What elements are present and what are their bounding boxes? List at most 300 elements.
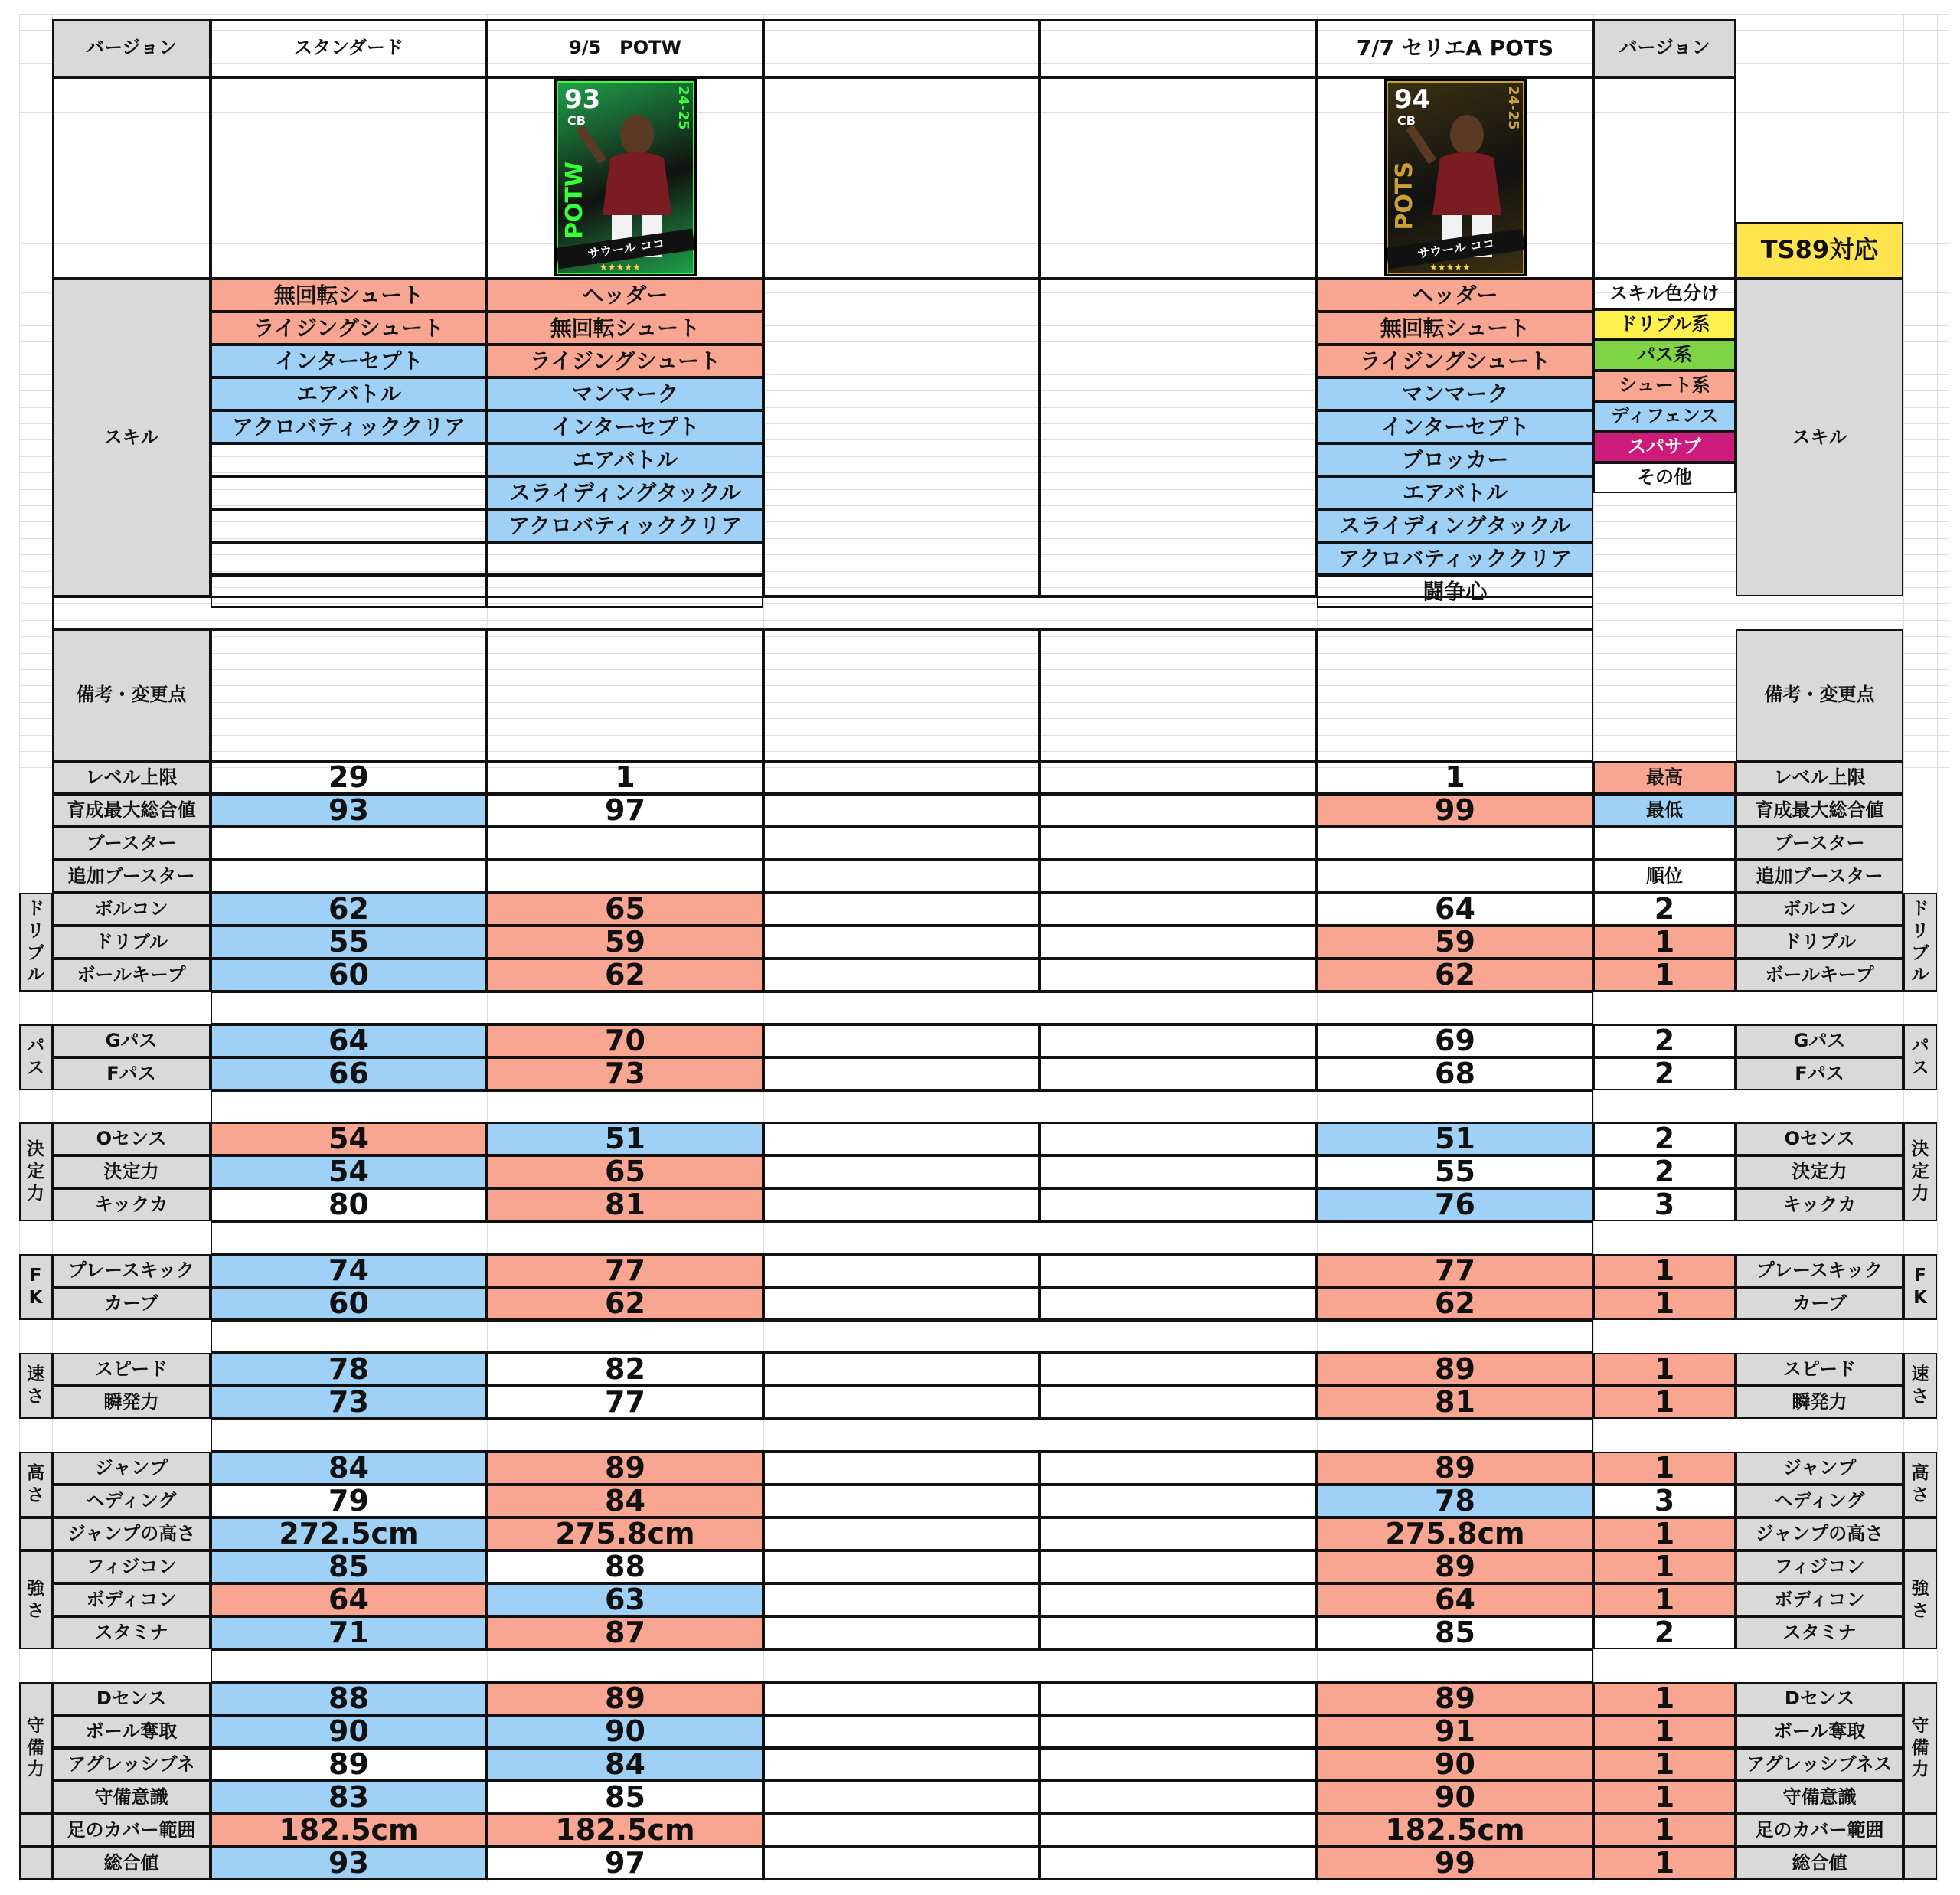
stat-empty2-fpass bbox=[1040, 1057, 1317, 1090]
stat-potw-place: 77 bbox=[487, 1254, 763, 1287]
stat-rank-bodycon: 1 bbox=[1593, 1583, 1736, 1616]
stat-rlabel-gpass: Gパス bbox=[1736, 1024, 1903, 1057]
category-blank bbox=[19, 1518, 52, 1550]
stat-empty1-jheight bbox=[763, 1518, 1040, 1550]
stat-empty1-maxtotal bbox=[763, 794, 1040, 827]
stat-potw-gpass: 70 bbox=[487, 1024, 763, 1057]
stat-empty1-heading bbox=[763, 1485, 1040, 1518]
stat-empty2-dribble bbox=[1040, 926, 1317, 959]
skill-potw-empty bbox=[487, 542, 763, 575]
stat-std-dsense: 88 bbox=[211, 1682, 487, 1715]
stat-std-dribble: 55 bbox=[211, 926, 487, 959]
stat-rlabel-keep: ボールキープ bbox=[1736, 959, 1903, 992]
stat-rank-finish: 2 bbox=[1593, 1155, 1736, 1188]
stat-rlabel-level: レベル上限 bbox=[1736, 761, 1903, 794]
stat-pots-fpass: 68 bbox=[1317, 1057, 1593, 1090]
stat-rlabel-dribble: ドリブル bbox=[1736, 926, 1903, 959]
stat-potw-ballcon: 65 bbox=[487, 893, 763, 926]
notes-cell-e1 bbox=[763, 629, 1040, 761]
stat-std-ballcon: 62 bbox=[211, 893, 487, 926]
stat-pots-level: 1 bbox=[1317, 761, 1593, 794]
stat-rank-steal: 1 bbox=[1593, 1715, 1736, 1748]
stat-label-addbooster: 追加ブースター bbox=[52, 860, 211, 893]
spacer-row bbox=[52, 596, 1593, 629]
gap-row bbox=[211, 992, 1593, 1024]
stat-label-level: レベル上限 bbox=[52, 761, 211, 794]
stat-pots-jump: 89 bbox=[1317, 1452, 1593, 1485]
stat-std-curve: 60 bbox=[211, 1287, 487, 1320]
card-position: CB bbox=[1397, 113, 1416, 128]
stat-label-jump: ジャンプ bbox=[52, 1452, 211, 1485]
stat-label-speed: スピード bbox=[52, 1353, 211, 1386]
stat-rank-fpass: 2 bbox=[1593, 1057, 1736, 1090]
stat-rank-keep: 1 bbox=[1593, 959, 1736, 992]
stat-empty2-physcon bbox=[1040, 1550, 1317, 1583]
stat-pots-steal: 91 bbox=[1317, 1715, 1593, 1748]
stat-empty2-accel bbox=[1040, 1386, 1317, 1419]
card-stars: ★★★★★ bbox=[599, 262, 641, 273]
stat-empty2-curve bbox=[1040, 1287, 1317, 1320]
stat-std-reach: 182.5cm bbox=[211, 1814, 487, 1847]
stat-empty1-place bbox=[763, 1254, 1040, 1287]
stat-empty1-physcon bbox=[763, 1550, 1040, 1583]
card-tag: POTS bbox=[1391, 162, 1418, 230]
stat-rlabel-ballcon: ボルコン bbox=[1736, 893, 1903, 926]
legend-item: ドリブル系 bbox=[1593, 309, 1736, 340]
skill-potw-5: エアバトル bbox=[487, 443, 763, 476]
legend-item: ディフェンス bbox=[1593, 401, 1736, 432]
skill-std-empty bbox=[211, 542, 487, 575]
gap-row bbox=[211, 1320, 1593, 1353]
stat-pots-defaware: 90 bbox=[1317, 1781, 1593, 1814]
stat-empty1-booster bbox=[763, 827, 1040, 860]
category-right-fk: FK bbox=[1903, 1254, 1937, 1320]
stat-label-heading: ヘディング bbox=[52, 1485, 211, 1518]
stat-std-osense: 54 bbox=[211, 1122, 487, 1155]
stat-std-jheight: 272.5cm bbox=[211, 1518, 487, 1550]
stat-empty1-keep bbox=[763, 959, 1040, 992]
stat-label-steal: ボール奪取 bbox=[52, 1715, 211, 1748]
stat-potw-osense: 51 bbox=[487, 1122, 763, 1155]
card-stars: ★★★★★ bbox=[1429, 262, 1471, 273]
stat-empty1-accel bbox=[763, 1386, 1040, 1419]
stat-std-gpass: 64 bbox=[211, 1024, 487, 1057]
skill-potw-2: ライジングシュート bbox=[487, 345, 763, 377]
skill-std-2: インターセプト bbox=[211, 345, 487, 377]
legend-min: 最低 bbox=[1593, 794, 1736, 827]
stat-rank-osense: 2 bbox=[1593, 1122, 1736, 1155]
stat-label-ballcon: ボルコン bbox=[52, 893, 211, 926]
stat-potw-finish: 65 bbox=[487, 1155, 763, 1188]
stat-empty1-aggr bbox=[763, 1748, 1040, 1781]
stat-rlabel-bodycon: ボディコン bbox=[1736, 1583, 1903, 1616]
stat-rank-jump: 1 bbox=[1593, 1452, 1736, 1485]
stat-label-defaware: 守備意識 bbox=[52, 1781, 211, 1814]
stat-rank-reach: 1 bbox=[1593, 1814, 1736, 1847]
stat-label-booster: ブースター bbox=[52, 827, 211, 860]
category-pass: パス bbox=[19, 1024, 52, 1090]
stat-rlabel-finish: 決定力 bbox=[1736, 1155, 1903, 1188]
stat-label-dsense: Dセンス bbox=[52, 1682, 211, 1715]
skill-potw-3: マンマーク bbox=[487, 377, 763, 410]
skill-pots-9: 闘争心 bbox=[1317, 575, 1593, 608]
stat-potw-overall: 97 bbox=[487, 1847, 763, 1880]
skill-std-1: ライジングシュート bbox=[211, 312, 487, 345]
stat-rlabel-aggr: アグレッシブネス bbox=[1736, 1748, 1903, 1781]
stat-potw-aggr: 84 bbox=[487, 1748, 763, 1781]
category-height: 高さ bbox=[19, 1452, 52, 1518]
skills-label: スキル bbox=[52, 279, 211, 596]
stat-rank-accel: 1 bbox=[1593, 1386, 1736, 1419]
stat-empty2-bodycon bbox=[1040, 1583, 1317, 1616]
image-cell-e2 bbox=[1040, 77, 1317, 279]
skill-pots-2: ライジングシュート bbox=[1317, 345, 1593, 377]
stat-potw-dribble: 59 bbox=[487, 926, 763, 959]
stat-pots-gpass: 69 bbox=[1317, 1024, 1593, 1057]
skill-std-3: エアバトル bbox=[211, 377, 487, 410]
stat-empty1-overall bbox=[763, 1847, 1040, 1880]
stat-std-stamina: 71 bbox=[211, 1616, 487, 1649]
stat-std-defaware: 83 bbox=[211, 1781, 487, 1814]
category-right-blank bbox=[1903, 1847, 1937, 1880]
gap-row bbox=[211, 1090, 1593, 1123]
stat-empty1-gpass bbox=[763, 1024, 1040, 1057]
skill-std-4: アクロバティッククリア bbox=[211, 410, 487, 443]
stat-empty2-reach bbox=[1040, 1814, 1317, 1847]
legend-item: シュート系 bbox=[1593, 371, 1736, 401]
stat-label-curve: カーブ bbox=[52, 1287, 211, 1320]
stat-empty2-kick bbox=[1040, 1188, 1317, 1221]
stat-rlabel-steal: ボール奪取 bbox=[1736, 1715, 1903, 1748]
player-card bbox=[1384, 79, 1527, 276]
stat-std-jump: 84 bbox=[211, 1452, 487, 1485]
category-right-defense: 守備力 bbox=[1903, 1682, 1937, 1814]
image-label-cell bbox=[52, 77, 211, 279]
notes-cell-potw bbox=[487, 629, 763, 761]
category-blank bbox=[19, 1814, 52, 1847]
stat-rlabel-kick: キックカ bbox=[1736, 1188, 1903, 1221]
stat-empty2-steal bbox=[1040, 1715, 1317, 1748]
skill-std-empty bbox=[211, 443, 487, 476]
stat-rlabel-maxtotal: 育成最大総合値 bbox=[1736, 794, 1903, 827]
stat-potw-keep: 62 bbox=[487, 959, 763, 992]
stat-label-place: プレースキック bbox=[52, 1254, 211, 1287]
stat-label-finish: 決定力 bbox=[52, 1155, 211, 1188]
notes-label-right: 備考・変更点 bbox=[1736, 629, 1903, 761]
stat-empty2-finish bbox=[1040, 1155, 1317, 1188]
stat-pots-speed: 89 bbox=[1317, 1353, 1593, 1386]
stat-rlabel-place: プレースキック bbox=[1736, 1254, 1903, 1287]
stat-rlabel-fpass: Fパス bbox=[1736, 1057, 1903, 1090]
stat-empty1-dsense bbox=[763, 1682, 1040, 1715]
stat-label-physcon: フィジコン bbox=[52, 1550, 211, 1583]
category-strength: 強さ bbox=[19, 1550, 52, 1649]
stat-empty1-curve bbox=[763, 1287, 1040, 1320]
stat-potw-stamina: 87 bbox=[487, 1616, 763, 1649]
stat-std-addbooster bbox=[211, 860, 487, 893]
stat-potw-curve: 62 bbox=[487, 1287, 763, 1320]
stat-empty2-dsense bbox=[1040, 1682, 1317, 1715]
stat-label-kick: キックカ bbox=[52, 1188, 211, 1221]
stat-rlabel-stamina: スタミナ bbox=[1736, 1616, 1903, 1649]
card-name: サウール ココ bbox=[586, 236, 666, 261]
stat-empty1-reach bbox=[763, 1814, 1040, 1847]
notes-cell-e2 bbox=[1040, 629, 1317, 761]
skill-potw-1: 無回転シュート bbox=[487, 312, 763, 345]
stat-potw-reach: 182.5cm bbox=[487, 1814, 763, 1847]
category-defense: 守備力 bbox=[19, 1682, 52, 1814]
stat-pots-place: 77 bbox=[1317, 1254, 1593, 1287]
legend-item: その他 bbox=[1593, 462, 1736, 493]
version-header: バージョン bbox=[52, 19, 211, 77]
stat-label-stamina: スタミナ bbox=[52, 1616, 211, 1649]
skill-pots-8: アクロバティッククリア bbox=[1317, 542, 1593, 575]
stat-rank-overall: 1 bbox=[1593, 1847, 1736, 1880]
stat-rank-dribble: 1 bbox=[1593, 926, 1736, 959]
stat-empty2-aggr bbox=[1040, 1748, 1317, 1781]
skills-label-right: スキル bbox=[1736, 279, 1903, 596]
skill-pots-5: ブロッカー bbox=[1317, 443, 1593, 476]
stat-rank-place: 1 bbox=[1593, 1254, 1736, 1287]
image-cell-e1 bbox=[763, 77, 1040, 279]
stat-rank-stamina: 2 bbox=[1593, 1616, 1736, 1649]
stat-pots-stamina: 85 bbox=[1317, 1616, 1593, 1649]
skill-pots-3: マンマーク bbox=[1317, 377, 1593, 410]
skill-potw-7: アクロバティッククリア bbox=[487, 509, 763, 542]
stat-rlabel-jump: ジャンプ bbox=[1736, 1452, 1903, 1485]
notes-cell-pots bbox=[1317, 629, 1593, 761]
stat-pots-booster bbox=[1317, 827, 1593, 860]
stat-rlabel-dsense: Dセンス bbox=[1736, 1682, 1903, 1715]
stat-pots-physcon: 89 bbox=[1317, 1550, 1593, 1583]
col-header-pots: 7/7 セリエA POTS bbox=[1317, 19, 1593, 77]
stat-rank-dsense: 1 bbox=[1593, 1682, 1736, 1715]
stat-pots-ballcon: 64 bbox=[1317, 893, 1593, 926]
stat-std-maxtotal: 93 bbox=[211, 794, 487, 827]
card-rating: 93 bbox=[564, 84, 601, 115]
stat-rlabel-physcon: フィジコン bbox=[1736, 1550, 1903, 1583]
stat-rank-speed: 1 bbox=[1593, 1353, 1736, 1386]
card-tag: POTW bbox=[561, 162, 588, 240]
stat-std-fpass: 66 bbox=[211, 1057, 487, 1090]
stat-label-dribble: ドリブル bbox=[52, 926, 211, 959]
stat-rank-heading: 3 bbox=[1593, 1485, 1736, 1518]
skill-std-0: 無回転シュート bbox=[211, 279, 487, 312]
stat-empty2-defaware bbox=[1040, 1781, 1317, 1814]
stat-potw-speed: 82 bbox=[487, 1353, 763, 1386]
stat-std-booster bbox=[211, 827, 487, 860]
category-right-dribble: ドリブル bbox=[1903, 893, 1937, 992]
stat-potw-fpass: 73 bbox=[487, 1057, 763, 1090]
category-right-shoot: 決定力 bbox=[1903, 1122, 1937, 1221]
stat-empty2-overall bbox=[1040, 1847, 1317, 1880]
stat-std-speed: 78 bbox=[211, 1353, 487, 1386]
card-season: 24-25 bbox=[1505, 86, 1521, 130]
gap-row bbox=[211, 1649, 1593, 1682]
stat-potw-level: 1 bbox=[487, 761, 763, 794]
stat-empty1-finish bbox=[763, 1155, 1040, 1188]
stat-rank-booster bbox=[1593, 827, 1736, 860]
skill-pots-4: インターセプト bbox=[1317, 410, 1593, 443]
stat-empty1-jump bbox=[763, 1452, 1040, 1485]
stat-std-level: 29 bbox=[211, 761, 487, 794]
stat-label-gpass: Gパス bbox=[52, 1024, 211, 1057]
stat-label-bodycon: ボディコン bbox=[52, 1583, 211, 1616]
skill-empty-col-2 bbox=[1040, 279, 1317, 596]
stat-potw-defaware: 85 bbox=[487, 1781, 763, 1814]
stat-rlabel-booster: ブースター bbox=[1736, 827, 1903, 860]
stat-empty2-ballcon bbox=[1040, 893, 1317, 926]
category-fk: FK bbox=[19, 1254, 52, 1320]
stat-empty1-level bbox=[763, 761, 1040, 794]
gap-row bbox=[211, 1419, 1593, 1452]
skill-pots-1: 無回転シュート bbox=[1317, 312, 1593, 345]
stat-potw-dsense: 89 bbox=[487, 1682, 763, 1715]
stat-rank-aggr: 1 bbox=[1593, 1748, 1736, 1781]
stat-potw-addbooster bbox=[487, 860, 763, 893]
stat-potw-kick: 81 bbox=[487, 1188, 763, 1221]
col-header-empty-2 bbox=[1040, 19, 1317, 77]
stat-potw-heading: 84 bbox=[487, 1485, 763, 1518]
stat-pots-addbooster bbox=[1317, 860, 1593, 893]
stat-label-keep: ボールキープ bbox=[52, 959, 211, 992]
stat-empty1-bodycon bbox=[763, 1583, 1040, 1616]
skill-pots-7: スライディングタックル bbox=[1317, 509, 1593, 542]
stat-std-aggr: 89 bbox=[211, 1748, 487, 1781]
category-right-height: 高さ bbox=[1903, 1452, 1937, 1518]
stat-potw-steal: 90 bbox=[487, 1715, 763, 1748]
category-right-blank bbox=[1903, 1814, 1937, 1847]
stat-std-heading: 79 bbox=[211, 1485, 487, 1518]
category-right-speed: 速さ bbox=[1903, 1353, 1937, 1419]
ts89-badge: TS89対応 bbox=[1736, 222, 1903, 279]
stat-pots-heading: 78 bbox=[1317, 1485, 1593, 1518]
stat-pots-overall: 99 bbox=[1317, 1847, 1593, 1880]
stat-empty1-speed bbox=[763, 1353, 1040, 1386]
stat-rank-defaware: 1 bbox=[1593, 1781, 1736, 1814]
stat-std-keep: 60 bbox=[211, 959, 487, 992]
stat-pots-maxtotal: 99 bbox=[1317, 794, 1593, 827]
stat-pots-finish: 55 bbox=[1317, 1155, 1593, 1188]
skill-std-empty bbox=[211, 509, 487, 542]
legend-max: 最高 bbox=[1593, 761, 1736, 794]
stat-empty2-speed bbox=[1040, 1353, 1317, 1386]
stat-rank-ballcon: 2 bbox=[1593, 893, 1736, 926]
gridline bbox=[1937, 14, 1938, 1882]
stat-pots-dribble: 59 bbox=[1317, 926, 1593, 959]
stat-label-aggr: アグレッシブネ bbox=[52, 1748, 211, 1781]
stat-empty1-osense bbox=[763, 1122, 1040, 1155]
stat-potw-jheight: 275.8cm bbox=[487, 1518, 763, 1550]
stat-pots-kick: 76 bbox=[1317, 1188, 1593, 1221]
card-rating: 94 bbox=[1394, 84, 1431, 115]
stat-empty2-gpass bbox=[1040, 1024, 1317, 1057]
stat-rlabel-reach: 足のカバー範囲 bbox=[1736, 1814, 1903, 1847]
stat-label-accel: 瞬発力 bbox=[52, 1386, 211, 1419]
stat-empty2-level bbox=[1040, 761, 1317, 794]
skill-empty-col-1 bbox=[763, 279, 1040, 596]
stat-rlabel-curve: カーブ bbox=[1736, 1287, 1903, 1320]
stat-empty2-maxtotal bbox=[1040, 794, 1317, 827]
card-position: CB bbox=[567, 113, 586, 128]
stat-pots-accel: 81 bbox=[1317, 1386, 1593, 1419]
category-speed: 速さ bbox=[19, 1353, 52, 1419]
category-right-blank bbox=[1903, 1518, 1937, 1550]
stat-rank-curve: 1 bbox=[1593, 1287, 1736, 1320]
stat-std-steal: 90 bbox=[211, 1715, 487, 1748]
stat-std-overall: 93 bbox=[211, 1847, 487, 1880]
stat-empty2-keep bbox=[1040, 959, 1317, 992]
gap-row bbox=[211, 1221, 1593, 1254]
col-header-standard: スタンダード bbox=[211, 19, 487, 77]
skill-potw-0: ヘッダー bbox=[487, 279, 763, 312]
gridline bbox=[19, 14, 1949, 15]
col-header-empty-1 bbox=[763, 19, 1040, 77]
stat-pots-bodycon: 64 bbox=[1317, 1583, 1593, 1616]
stat-rank-kick: 3 bbox=[1593, 1188, 1736, 1221]
legend-rank: 順位 bbox=[1593, 860, 1736, 893]
stat-empty1-kick bbox=[763, 1188, 1040, 1221]
stat-empty1-stamina bbox=[763, 1616, 1040, 1649]
col-header-potw: 9/5 POTW bbox=[487, 19, 763, 77]
stat-label-fpass: Fパス bbox=[52, 1057, 211, 1090]
stat-pots-reach: 182.5cm bbox=[1317, 1814, 1593, 1847]
stat-std-kick: 80 bbox=[211, 1188, 487, 1221]
notes-label: 備考・変更点 bbox=[52, 629, 211, 761]
stat-empty1-steal bbox=[763, 1715, 1040, 1748]
stat-pots-keep: 62 bbox=[1317, 959, 1593, 992]
card-season: 24-25 bbox=[675, 86, 691, 130]
stat-empty2-booster bbox=[1040, 827, 1317, 860]
skill-potw-4: インターセプト bbox=[487, 410, 763, 443]
legend-item: スパサブ bbox=[1593, 432, 1736, 462]
stat-empty1-dribble bbox=[763, 926, 1040, 959]
stat-pots-aggr: 90 bbox=[1317, 1748, 1593, 1781]
category-right-strength: 強さ bbox=[1903, 1550, 1937, 1649]
stat-empty2-addbooster bbox=[1040, 860, 1317, 893]
stat-rank-jheight: 1 bbox=[1593, 1518, 1736, 1550]
stat-potw-physcon: 88 bbox=[487, 1550, 763, 1583]
stat-empty1-fpass bbox=[763, 1057, 1040, 1090]
stat-label-jheight: ジャンプの高さ bbox=[52, 1518, 211, 1550]
stat-empty2-heading bbox=[1040, 1485, 1317, 1518]
stat-std-finish: 54 bbox=[211, 1155, 487, 1188]
stat-empty1-ballcon bbox=[763, 893, 1040, 926]
stat-empty2-place bbox=[1040, 1254, 1317, 1287]
stat-empty2-stamina bbox=[1040, 1616, 1317, 1649]
stat-rlabel-osense: Oセンス bbox=[1736, 1122, 1903, 1155]
stat-potw-bodycon: 63 bbox=[487, 1583, 763, 1616]
card-name: サウール ココ bbox=[1416, 236, 1496, 261]
notes-cell-std bbox=[211, 629, 487, 761]
stat-potw-jump: 89 bbox=[487, 1452, 763, 1485]
stat-pots-jheight: 275.8cm bbox=[1317, 1518, 1593, 1550]
right-version-header: バージョン bbox=[1593, 19, 1736, 77]
stat-rank-gpass: 2 bbox=[1593, 1024, 1736, 1057]
stat-std-place: 74 bbox=[211, 1254, 487, 1287]
stat-label-overall: 総合値 bbox=[52, 1847, 211, 1880]
stat-std-physcon: 85 bbox=[211, 1550, 487, 1583]
stat-pots-dsense: 89 bbox=[1317, 1682, 1593, 1715]
stat-rlabel-defaware: 守備意識 bbox=[1736, 1781, 1903, 1814]
stat-label-osense: Oセンス bbox=[52, 1122, 211, 1155]
stat-rlabel-accel: 瞬発力 bbox=[1736, 1386, 1903, 1419]
legend-title: スキル色分け bbox=[1593, 279, 1736, 309]
stat-std-bodycon: 64 bbox=[211, 1583, 487, 1616]
category-shoot: 決定力 bbox=[19, 1122, 52, 1221]
stat-empty1-addbooster bbox=[763, 860, 1040, 893]
skill-potw-6: スライディングタックル bbox=[487, 476, 763, 509]
